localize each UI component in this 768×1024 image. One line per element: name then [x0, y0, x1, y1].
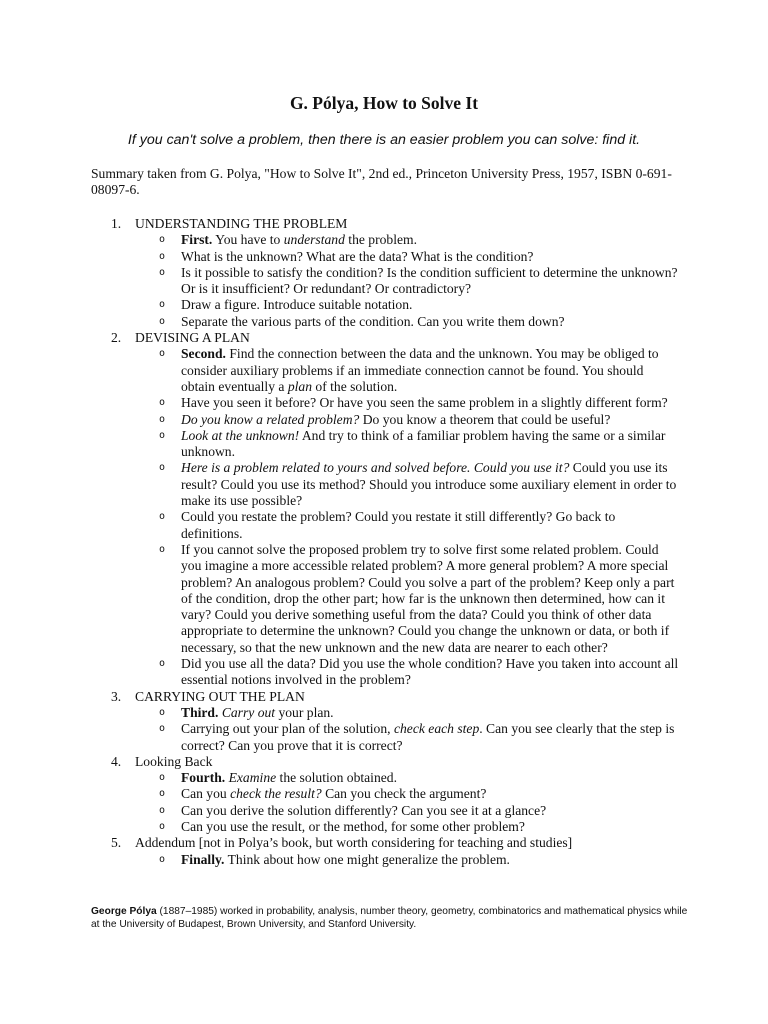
item-text: If you cannot solve the proposed problem try to solve first some related problem. Could you imagine a more accessible related problem? A more general problem? A more special problem? An analogous problem? Could you solve a part of the problem? Keep only a part of the condition, drop the other part; how far is the unknown then determined, how can it vary? Could you derive something useful from the data? Could you think of other data appropriate to determine the unknown? Could you change the unknown or data, or both if necessary, so that the new unknown and the new data are nearer to each other? [181, 541, 675, 655]
bullet-icon: o [159, 658, 166, 670]
bullet-icon: o [159, 413, 166, 425]
section-5 [91, 835, 691, 868]
item-lead: Second. [181, 346, 226, 362]
item-text: And try to think of a familiar problem having the same or a similar unknown. [181, 427, 666, 460]
section-number: 1. [111, 216, 122, 231]
bullet-icon: o [159, 462, 166, 474]
list-item [91, 542, 679, 656]
item-text: Could you restate the problem? Could you restate it still differently? Go back to definitions. [181, 509, 616, 541]
epigraph: If you can't solve a problem, then there is an easier problem you can solve: find it. [127, 132, 641, 148]
item-text: What is the unknown? What are the data? What is the condition? [181, 248, 534, 264]
section-heading [91, 330, 691, 346]
list-item [91, 852, 679, 868]
summary-paragraph: Summary taken from G. Polya, "How to Solve It", 2nd ed., Princeton University Press, 1957, ISBN 0-691-08097-6. [91, 166, 672, 198]
list-item [91, 460, 679, 509]
list-item [91, 314, 679, 330]
item-emphasis: plan [287, 378, 312, 394]
item-text: . Can you see clearly that the step is correct? Can you prove that it is correct? [181, 721, 675, 753]
item-emphasis: Carry out [221, 704, 276, 720]
bullet-icon: o [159, 804, 166, 816]
bullet-icon: o [159, 266, 166, 278]
item-text: Carrying out your plan of the solution, [181, 721, 394, 737]
list-item [91, 249, 679, 265]
bullet-icon: o [159, 234, 166, 246]
item-lead: First. [181, 232, 213, 248]
bullet-icon: o [159, 772, 166, 784]
bullet-icon: o [159, 511, 166, 523]
item-text: Have you seen it before? Or have you seen the same problem in a slightly different form? [181, 395, 668, 411]
steps-list [91, 216, 691, 868]
item-text: Could you use its result? Could you use its method? Should you introduce some auxiliary element in order to make its use possible? [181, 460, 677, 509]
footnote-name: George Pólya [91, 906, 157, 917]
page-title: G. Pólya, How to Solve It [289, 93, 479, 113]
list-item [91, 346, 679, 395]
item-text: Do you know a theorem that could be useful? [359, 411, 611, 427]
section-items [91, 346, 691, 688]
item-text: the problem. [344, 232, 417, 248]
bullet-icon: o [159, 543, 166, 555]
section-heading-text: Addendum [not in Polya’s book, but worth considering for teaching and studies] [135, 835, 573, 851]
section-4 [91, 754, 691, 835]
section-heading-text: CARRYING OUT THE PLAN [135, 688, 305, 704]
item-emphasis: check the result? [230, 786, 322, 802]
section-number: 2. [111, 330, 122, 346]
bullet-icon: o [159, 250, 166, 262]
bullet-icon: o [159, 788, 166, 800]
bullet-icon: o [159, 706, 166, 718]
item-text: Can you [181, 786, 231, 802]
section-2 [91, 330, 691, 689]
item-text: You have to [212, 232, 284, 248]
item-text: Find the connection between the data and the unknown. You may be obliged to consider auxiliary problems if an immediate connection cannot be found. You should obtain eventually a [181, 346, 659, 394]
list-item [91, 803, 679, 819]
item-text: Can you derive the solution differently? Can you see it at a glance? [181, 802, 547, 818]
section-items [91, 705, 691, 754]
section-number: 5. [111, 835, 122, 851]
section-items [91, 232, 691, 330]
item-emphasis: Examine [228, 770, 277, 786]
item-emphasis: Here is a problem related to yours and solved before. Could you use it? [181, 460, 570, 476]
bullet-icon: o [159, 429, 166, 441]
item-text: Separate the various parts of the condition. Can you write them down? [181, 313, 565, 329]
footnote-text: (1887–1985) worked in probability, analysis, number theory, geometry, combinatorics and mathematical physics while at the University of Budapest, Brown University, and Stanford University. [91, 906, 688, 930]
section-items [91, 770, 691, 835]
section-heading [91, 216, 691, 232]
list-item [91, 297, 679, 313]
section-3 [91, 689, 691, 754]
section-heading [91, 835, 691, 851]
list-item [91, 428, 679, 461]
item-text: Can you use the result, or the method, for some other problem? [181, 818, 525, 834]
item-text: Think about how one might generalize the problem. [224, 851, 510, 867]
item-lead: Finally. [181, 851, 225, 867]
bullet-icon: o [159, 397, 166, 409]
bullet-icon: o [159, 820, 166, 832]
item-lead: Third. [181, 704, 219, 720]
section-1 [91, 216, 691, 330]
item-emphasis: Look at the unknown! [181, 427, 300, 443]
section-number: 4. [111, 753, 122, 769]
list-item [91, 412, 679, 428]
bullet-icon: o [159, 315, 166, 327]
bullet-icon: o [159, 723, 166, 735]
section-items [91, 852, 691, 868]
item-text: Is it possible to satisfy the condition? Is the condition sufficient to determine the unknown? Or is it insufficient? Or redundant? Or contradictory? [181, 264, 678, 297]
item-text: Did you use all the data? Did you use the whole condition? Have you taken into account all essential notions involved in the problem? [181, 656, 679, 688]
list-item [91, 395, 679, 411]
list-item [91, 232, 679, 248]
item-text: Can you check the argument? [321, 786, 487, 802]
section-heading-text: UNDERSTANDING THE PROBLEM [135, 216, 348, 231]
footnote [91, 906, 691, 931]
bullet-icon: o [159, 299, 166, 311]
item-emphasis: check each step [393, 721, 480, 737]
section-heading [91, 689, 691, 705]
item-emphasis: Do you know a related problem? [181, 411, 360, 427]
section-heading-text: DEVISING A PLAN [135, 330, 250, 346]
list-item [91, 721, 679, 754]
item-text: your plan. [275, 704, 334, 720]
list-item [91, 819, 679, 835]
item-lead: Fourth. [181, 770, 226, 786]
list-item [91, 705, 679, 721]
section-heading [91, 754, 691, 770]
bullet-icon: o [159, 348, 166, 360]
list-item [91, 770, 679, 786]
list-item [91, 509, 679, 542]
item-text: the solution obtained. [276, 770, 397, 786]
section-number: 3. [111, 688, 122, 704]
section-heading-text: Looking Back [135, 753, 213, 769]
item-text: Draw a figure. Introduce suitable notation. [181, 297, 413, 313]
item-text: of the solution. [312, 378, 398, 394]
list-item [91, 656, 679, 689]
item-emphasis: understand [283, 232, 345, 248]
list-item [91, 265, 679, 298]
bullet-icon: o [159, 853, 166, 865]
list-item [91, 786, 679, 802]
